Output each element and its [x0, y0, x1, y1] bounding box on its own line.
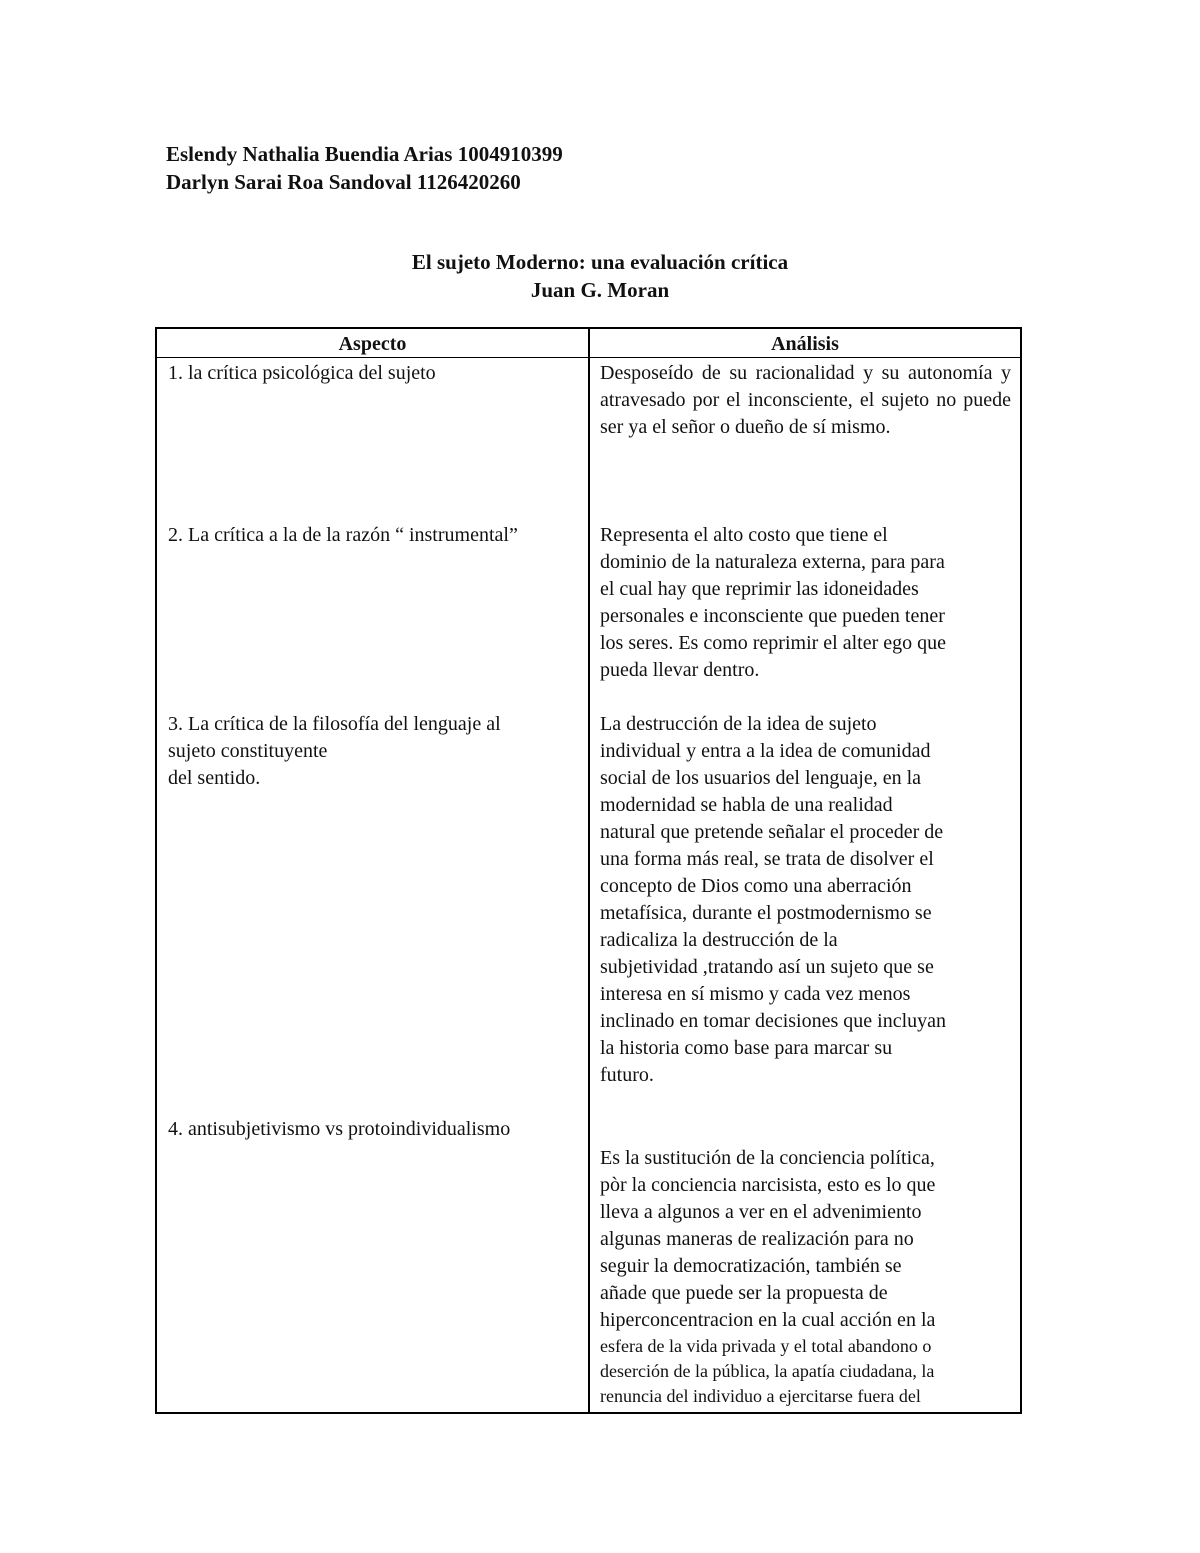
analysis-cell-3 — [600, 711, 1011, 1089]
analysis-3-line-10: subjetividad ,tratando así un sujeto que se — [600, 956, 934, 978]
analysis-3-line-1: La destrucción de la idea de sujeto — [600, 713, 877, 735]
analysis-3-line-9: radicaliza la destrucción de la — [600, 929, 838, 951]
analysis-1-line-3: inconsciente, el sujeto no puede ser ya el — [600, 389, 1012, 438]
analysis-3-line-13: la historia como base para marcar su — [600, 1037, 893, 1059]
table-header-row — [157, 329, 1020, 358]
aspect-2-line: 2. La crítica a la de la razón “ instrumental” — [168, 524, 518, 546]
aspect-3-line-3: del sentido. — [168, 767, 261, 789]
aspect-3-line-1: 3. La crítica de la filosofía del lenguaje al — [168, 713, 501, 735]
analysis-1-line-1: Desposeído de su racionalidad y su — [600, 362, 900, 384]
analysis-4-line-9: deserción de la pública, la apatía ciudadana, la — [600, 1361, 935, 1381]
document-author: Juan G. Moran — [530, 278, 670, 302]
analysis-4-line-5: seguir la democratización, también se — [600, 1255, 902, 1277]
analysis-3-line-4: modernidad se habla de una realidad — [600, 794, 893, 816]
analysis-4-line-8: esfera de la vida privada y el total abandono o — [600, 1336, 932, 1356]
aspect-cell-2 — [168, 522, 578, 549]
title-block — [0, 248, 1200, 304]
document-title: El sujeto Moderno: una evaluación crítica — [411, 250, 789, 274]
analysis-cell-1 — [600, 360, 1011, 441]
analysis-1-line-2: autonomía y atravesado por el — [600, 362, 1012, 411]
analysis-2-line-3: el cual hay que reprimir las idoneidades — [600, 578, 919, 600]
analysis-3-line-6: una forma más real, se trata de disolver el — [600, 848, 934, 870]
analysis-4-line-10: renuncia del individuo a ejercitarse fuera del — [600, 1386, 921, 1406]
aspect-cell-1 — [168, 360, 578, 387]
aspect-1-line: 1. la crítica psicológica del sujeto — [168, 362, 436, 384]
analysis-4-line-3: lleva a algunos a ver en el advenimiento — [600, 1201, 922, 1223]
header-analisis: Análisis — [771, 333, 839, 355]
analysis-4-line-1: Es la sustitución de la conciencia política, — [600, 1147, 935, 1169]
aspect-4-line: 4. antisubjetivismo vs protoindividualismo — [168, 1118, 511, 1140]
column-divider — [588, 329, 590, 1412]
analysis-cell-4 — [600, 1145, 1011, 1409]
aspect-cell-3 — [168, 711, 578, 792]
analysis-table — [155, 327, 1022, 1414]
aspect-cell-4 — [168, 1116, 578, 1143]
analysis-4-line-7: hiperconcentracion en la cual acción en la — [600, 1309, 936, 1331]
header-aspecto: Aspecto — [338, 333, 407, 355]
analysis-4-line-2: pòr la conciencia narcisista, esto es lo que — [600, 1174, 936, 1196]
analysis-cell-2 — [600, 522, 1011, 684]
analysis-3-line-8: metafísica, durante el postmodernismo se — [600, 902, 932, 924]
analysis-4-line-4: algunas maneras de realización para no — [600, 1228, 914, 1250]
analysis-3-line-3: social de los usuarios del lenguaje, en la — [600, 767, 922, 789]
aspect-3-line-2: sujeto constituyente — [168, 740, 328, 762]
analysis-3-line-12: inclinado en tomar decisiones que incluyan — [600, 1010, 947, 1032]
authors-block — [166, 140, 563, 196]
analysis-4-line-6: añade que puede ser la propuesta de — [600, 1282, 888, 1304]
analysis-2-line-5: los seres. Es como reprimir el alter ego que — [600, 632, 946, 654]
analysis-2-line-2: dominio de la naturaleza externa, para para — [600, 551, 945, 573]
analysis-1-line-4: señor o dueño de sí mismo. — [671, 416, 891, 438]
author-line-1: Eslendy Nathalia Buendia Arias 1004910399 — [166, 142, 563, 166]
analysis-3-line-5: natural que pretende señalar el proceder de — [600, 821, 944, 843]
analysis-2-line-1: Representa el alto costo que tiene el — [600, 524, 888, 546]
analysis-3-line-11: interesa en sí mismo y cada vez menos — [600, 983, 911, 1005]
analysis-3-line-14: futuro. — [600, 1064, 654, 1086]
analysis-2-line-6: pueda llevar dentro. — [600, 659, 760, 681]
analysis-3-line-2: individual y entra a la idea de comunidad — [600, 740, 931, 762]
analysis-2-line-4: personales e inconsciente que pueden tener — [600, 605, 945, 627]
author-line-2: Darlyn Sarai Roa Sandoval 1126420260 — [166, 170, 521, 194]
analysis-3-line-7: concepto de Dios como una aberración — [600, 875, 912, 897]
